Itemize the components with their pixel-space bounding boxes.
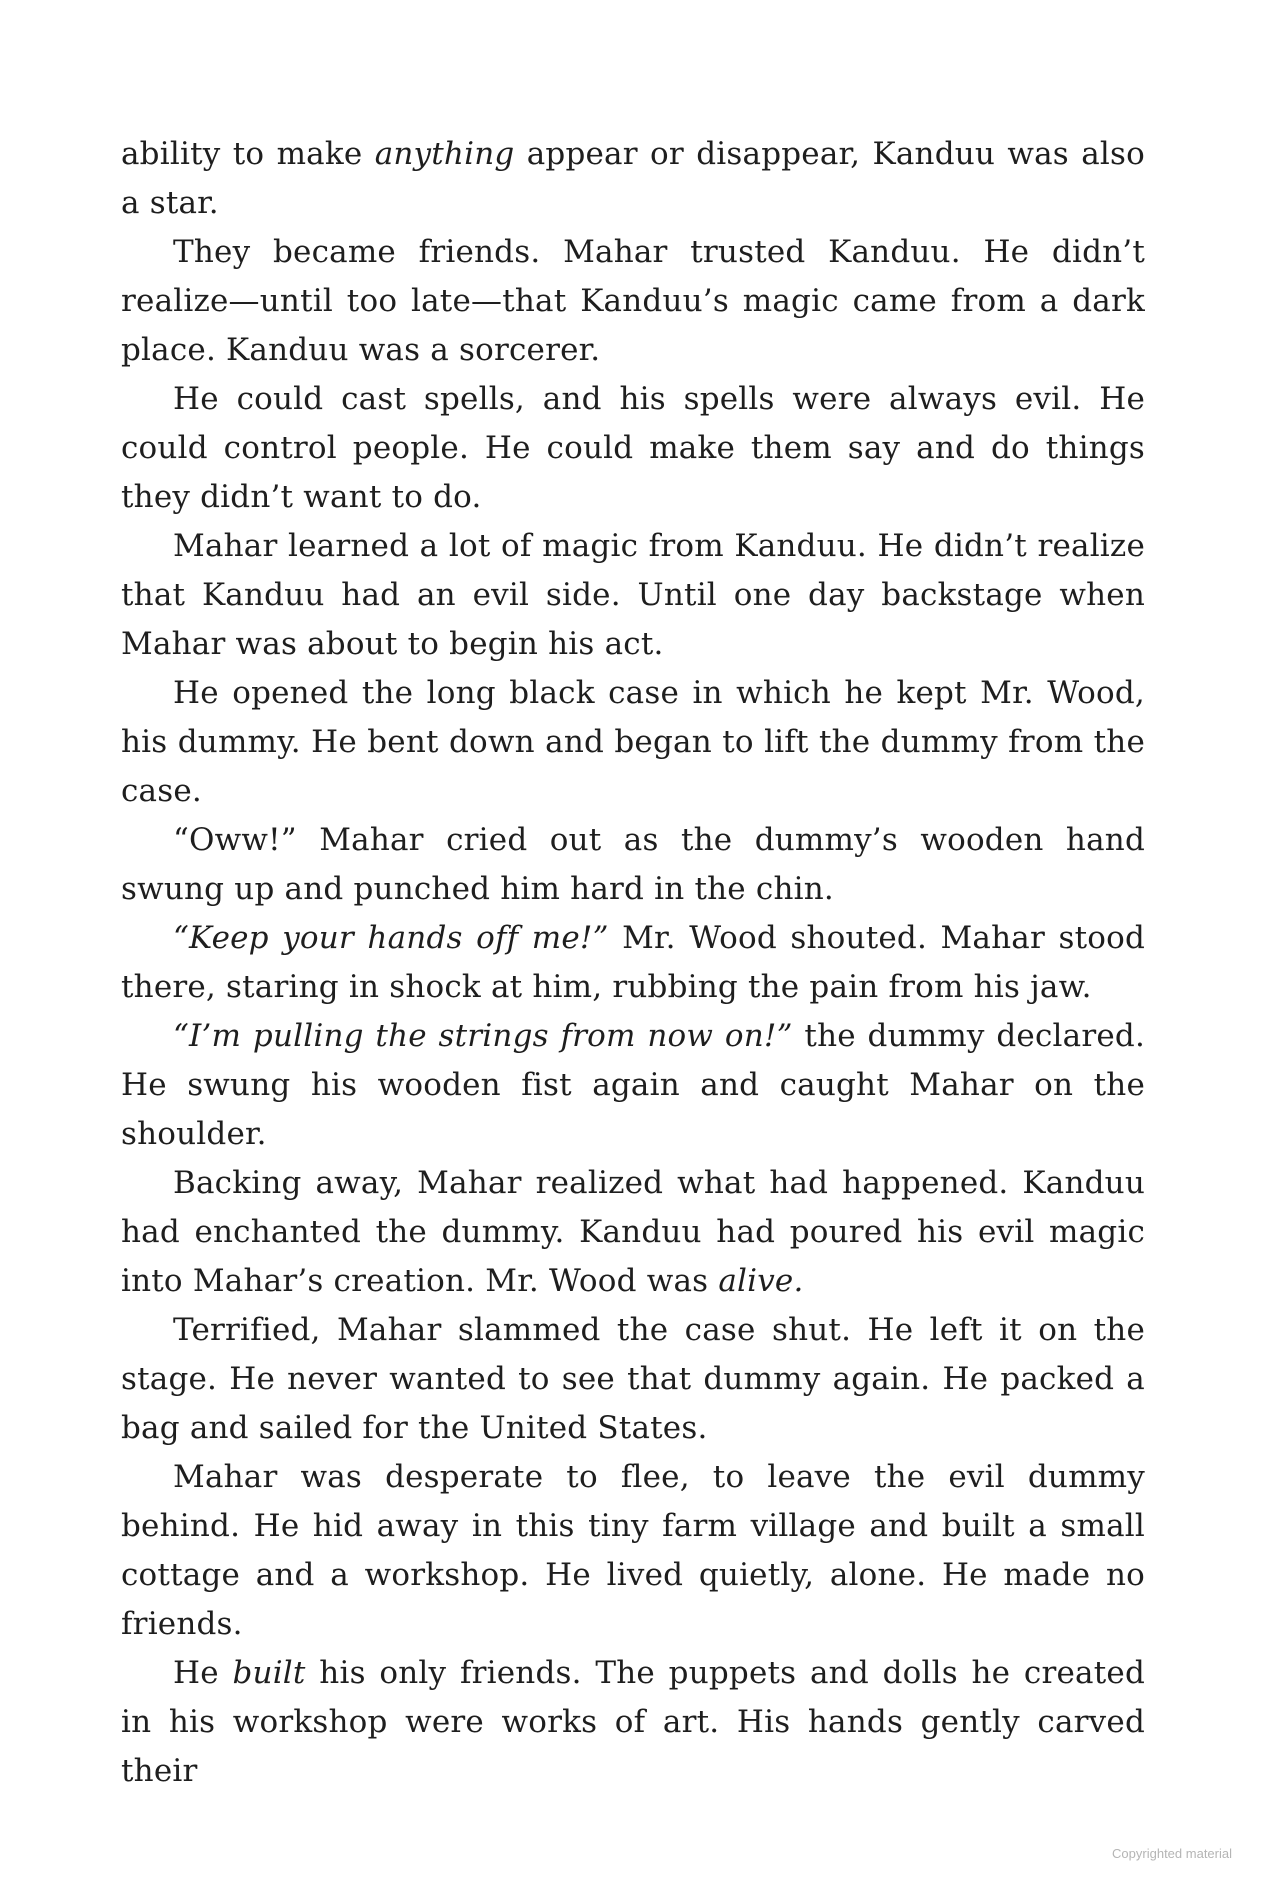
- text-run: They became friends. Mahar trusted Kanduu. He didn’t realize—until too late—that Kanduu’s magic came from a dark place. Kanduu was a sorcerer.: [121, 234, 1145, 368]
- paragraph: [121, 1453, 1145, 1649]
- paragraph: [121, 914, 1145, 1012]
- paragraph: [121, 228, 1145, 375]
- paragraph: [121, 1159, 1145, 1306]
- text-run: Mahar was desperate to flee, to leave the evil dummy behind. He hid away in this tiny farm village and built a small cottage and a workshop. He lived quietly, alone. He made no friends.: [121, 1459, 1145, 1642]
- text-run: the dummy declared. He swung his wooden fist again and caught Mahar on the shoulder.: [121, 1018, 1146, 1152]
- paragraph: [121, 375, 1145, 522]
- copyright-notice: Copyrighted material: [1112, 1846, 1232, 1861]
- italic-text-run: built: [232, 1655, 306, 1691]
- paragraph: [121, 669, 1145, 816]
- text-run: He could cast spells, and his spells were always evil. He could control people. He could make them say and do things they didn’t want to do.: [121, 381, 1145, 515]
- book-page-body: [121, 130, 1145, 1796]
- text-run: his only friends. The puppets and dolls he created in his workshop were works of art. His hands gently carved their: [121, 1655, 1145, 1789]
- text-run: He: [173, 1655, 233, 1691]
- paragraph: [121, 522, 1145, 669]
- paragraph: [121, 130, 1145, 228]
- italic-text-run: “I’m pulling the strings from now on!”: [173, 1018, 793, 1054]
- text-run: Mr. Wood shouted. Mahar stood there, staring in shock at him, rubbing the pain from his jaw.: [121, 920, 1145, 1005]
- paragraph: [121, 816, 1145, 914]
- paragraph: [121, 1306, 1145, 1453]
- paragraph: [121, 1649, 1145, 1796]
- paragraph: [121, 1012, 1145, 1159]
- text-run: appear or disappear, Kanduu was also a star.: [121, 136, 1145, 221]
- italic-text-run: “Keep your hands off me!”: [173, 920, 609, 956]
- text-run: Terrified, Mahar slammed the case shut. He left it on the stage. He never wanted to see that dummy again. He packed a bag and sailed for the United States.: [121, 1312, 1145, 1446]
- text-run: He opened the long black case in which he kept Mr. Wood, his dummy. He bent down and began to lift the dummy from the case.: [121, 675, 1145, 809]
- italic-text-run: anything: [374, 136, 515, 172]
- text-run: “Oww!” Mahar cried out as the dummy’s wooden hand swung up and punched him hard in the chin.: [121, 822, 1145, 907]
- italic-text-run: alive.: [718, 1263, 804, 1299]
- text-run: Mahar learned a lot of magic from Kanduu. He didn’t realize that Kanduu had an evil side. Until one day backstage when Mahar was about to begin his act.: [121, 528, 1145, 662]
- text-run: ability to make: [121, 136, 375, 172]
- text-run: Backing away, Mahar realized what had happened. Kanduu had enchanted the dummy. Kanduu had poured his evil magic into Mahar’s creation. Mr. Wood was: [121, 1165, 1145, 1299]
